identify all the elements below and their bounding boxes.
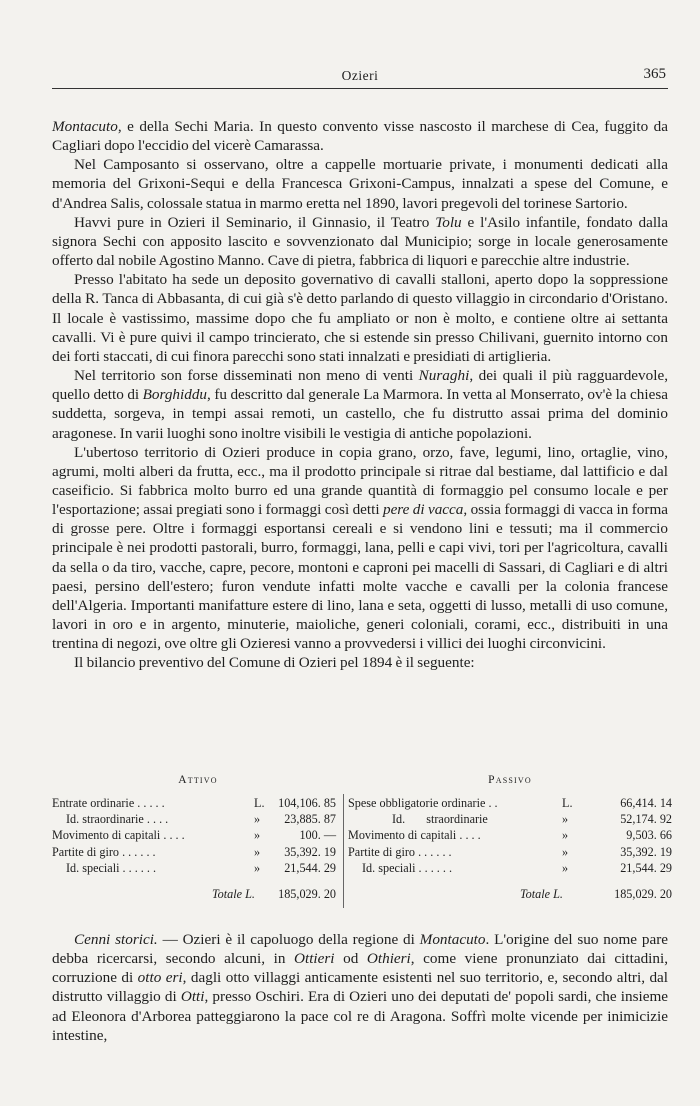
- row-currency: »: [254, 860, 261, 875]
- budget-attivo-column: [52, 774, 344, 905]
- row-amount: 104,106. 85: [278, 796, 336, 810]
- running-header: [52, 66, 668, 89]
- paragraph-text: , dei quali il più ragguardevole, quello detto di: [52, 367, 668, 404]
- italic-term: Borghiddu: [142, 386, 208, 404]
- italic-term: Otti: [180, 988, 205, 1006]
- paragraph-text: , dagli otto villaggi anticamente esistenti nel suo territorio, e, secondo altri, dal distrutto villaggio di: [52, 969, 669, 1006]
- row-amount: 35,392. 19: [284, 844, 336, 859]
- row-currency: »: [254, 828, 261, 843]
- paragraph-text: L'ubertoso territorio di Ozieri produce in copia grano, orzo, fave, legumi, lino, ortaglie, vino, agrumi, molti alberi da frutta, ecc., ma il prodotto principale si ritrae dal bestiame, dal lattificio e dal caseificio. Si fabbrica molto burro ed una grande quantità di formaggio pel consumo locale e per l'esportazione; assai pregiati sono i formaggi così detti: [52, 443, 668, 519]
- paragraph-text: Nel territorio son forse disseminati non meno di venti: [74, 367, 419, 385]
- section-heading-italic: Cenni storici.: [74, 931, 158, 948]
- body-text: [52, 117, 668, 673]
- row-label: Entrate ordinarie . . . . .: [52, 796, 165, 810]
- paragraph-produzione: [52, 443, 668, 654]
- row-currency: »: [254, 812, 261, 827]
- budget-row: [52, 845, 344, 861]
- row-amount: 9,503. 66: [626, 828, 672, 843]
- budget-row: [348, 861, 672, 877]
- row-amount: 52,174. 92: [620, 812, 672, 827]
- budget-total-row: [52, 887, 344, 905]
- row-currency: »: [562, 860, 569, 875]
- row-currency: »: [562, 812, 569, 827]
- budget-row: [52, 861, 344, 877]
- italic-term: Othieri: [366, 950, 411, 968]
- row-currency: L.: [254, 796, 265, 810]
- paragraph-text: , e della Sechi Maria. In questo convento visse nascosto il marchese di Cea, fuggito da Cagliari dopo l'eccidio del vicerè Camarassa.: [52, 118, 668, 155]
- passivo-heading: Passivo: [488, 774, 532, 786]
- italic-term: Ottieri: [294, 950, 335, 968]
- budget-row: [348, 812, 672, 828]
- row-amount: 21,544. 29: [620, 860, 672, 875]
- paragraph-montacuto: [52, 117, 668, 155]
- row-label: Id. speciali . . . . . .: [362, 860, 453, 875]
- row-label: Id. straordinarie: [392, 812, 488, 827]
- budget-row: [52, 796, 344, 812]
- budget-row: [52, 812, 344, 828]
- row-amount: 100. —: [299, 828, 336, 843]
- column-divider: [343, 794, 344, 908]
- paragraph-text: — Ozieri è il capoluogo della regione di: [157, 931, 420, 948]
- paragraph-text: e l'Asilo infantile, fondato dalla signora Sechi con apposito lascito e sovvenzionato dal Municipio; sorge in locale generosamente offerto dal nobile Agostino Manno. Cave di pietra, fabbrica di liquori e parecchie altre industrie.: [52, 213, 668, 270]
- paragraph-text: . L'origine del suo nome pare debba ricercarsi, secondo alcuni, in: [52, 931, 669, 968]
- budget-total-row: [348, 887, 672, 905]
- paragraph-text: , ossia formaggi di vacca in forma di grosse pere. Oltre i formaggi esportansi cereali e si vendono lini e tessuti; ma il commercio principale è nei prodotti pastorali, burro, formaggi, lana, pelli e capi vivi, tori per l'agricoltura, cavalli da sella o da tiro, vacche, capre, pecore, montoni e caproni pei macelli di Sassari, di Cagliari e di altri paesi, persino dell'estero; furon vendute infatti molte vacche e cavalli per la colonia francese dell'Algeria. Importanti manifatture estere di lino, lana e seta, oggetti di lusso, metalli di uso comune, lavori in oro e in argento, minuterie, maioliche, generi coloniali, corami, ecc., distribuiti in una trentina di negozi, ove oltre gli Ozieresi vanno a provvedersi i villici dei luoghi circonvicini.: [52, 501, 668, 653]
- row-amount: 21,544. 29: [284, 860, 336, 875]
- paragraph-text: , presso Oschiri. Era di Ozieri uno dei deputati de' popoli sardi, che insieme ad Eleonora d'Arborea patteggiarono la pace col re di Aragona. Soffrì molte vicende per inimicizie intestine,: [52, 988, 668, 1044]
- italic-term: Montacuto: [419, 931, 486, 948]
- row-currency: »: [562, 828, 569, 843]
- row-label: Spese obbligatorie ordinarie . .: [348, 796, 498, 810]
- row-label: Movimento di capitali . . . .: [348, 828, 481, 843]
- paragraph-bilancio-intro: Il bilancio preventivo del Comune di Ozieri pel 1894 è il seguente:: [74, 654, 475, 672]
- total-amount: 185,029. 20: [278, 886, 336, 901]
- paragraph-text: , come viene pronunziato dai cittadini, corruzione di: [52, 950, 668, 987]
- paragraph-cenni-storici: [52, 930, 668, 1045]
- budget-row: [52, 828, 344, 844]
- row-label: Partite di giro . . . . . .: [52, 844, 156, 859]
- attivo-heading: Attivo: [178, 774, 218, 786]
- paragraph-text: , fu descritto dal generale La Marmora. In vetta al Monserrato, ov'è la chiesa suddetta, sorgeva, in tempi assai remoti, un castello, che fu distrutto assai prima del dominio aragonese. In varii luoghi sono inoltre visibili le vestigia di antiche popolazioni.: [52, 386, 668, 442]
- italic-term: Montacuto: [52, 118, 118, 135]
- row-amount: 35,392. 19: [620, 844, 672, 859]
- italic-term: otto eri: [137, 969, 183, 987]
- row-currency: »: [562, 844, 569, 859]
- row-label: Id. straordinarie . . . .: [66, 812, 169, 827]
- budget-row: [348, 828, 672, 844]
- paragraph-text: od: [334, 950, 367, 968]
- row-label: Id. speciali . . . . . .: [66, 860, 157, 875]
- paragraph-deposito: Presso l'abitato ha sede un deposito governativo di cavalli stalloni, aperto dopo la soppressione della R. Tanca di Abbasanta, di cui già s'è detto parlando di questo villaggio in circondario d'Oristano. Il locale è vastissimo, massime dopo che fu ampliato or non è molto, e contiene oltre ai settanta cavalli. Vi è pure quivi il campo trincierato, che si estende sin presso Chilivani, guernito intorno con dei forti staccati, di cui finora parecchi sono stati innalzati e presidiati di artiglieria.: [52, 271, 668, 365]
- row-amount: 66,414. 14: [620, 796, 672, 810]
- row-amount: 23,885. 87: [284, 812, 336, 827]
- row-label: Movimento di capitali . . . .: [52, 828, 185, 843]
- row-label: Partite di giro . . . . . .: [348, 844, 452, 859]
- body-text-historical: [52, 930, 668, 1045]
- total-label: Totale L.: [520, 886, 563, 901]
- italic-term: Tolu: [435, 213, 462, 231]
- row-currency: »: [254, 844, 261, 859]
- budget-row: [348, 796, 672, 812]
- paragraph-camposanto: Nel Camposanto si osservano, oltre a cappelle mortuarie private, i monumenti dedicati alla memoria del Grixoni-Sequi e della Francesca Grixoni-Campus, innalzati a spese del Comune, e d'Andrea Salis, colossale statua in marmo eretta nel 1890, lavori pregevoli del torinese Sartorio.: [52, 156, 668, 212]
- page-number: 365: [643, 66, 666, 82]
- italic-term: pere di vacca: [382, 501, 464, 519]
- paragraph-seminario: [52, 213, 668, 270]
- budget-passivo-column: [348, 774, 672, 905]
- total-label: Totale L.: [212, 886, 255, 901]
- italic-term: Nuraghi: [418, 367, 470, 385]
- header-title: Ozieri: [341, 68, 379, 83]
- total-amount: 185,029. 20: [614, 886, 672, 901]
- paragraph-territorio: [52, 366, 668, 443]
- row-currency: L.: [562, 796, 573, 810]
- budget-row: [348, 845, 672, 861]
- paragraph-text: Havvi pure in Ozieri il Seminario, il Ginnasio, il Teatro: [74, 213, 436, 231]
